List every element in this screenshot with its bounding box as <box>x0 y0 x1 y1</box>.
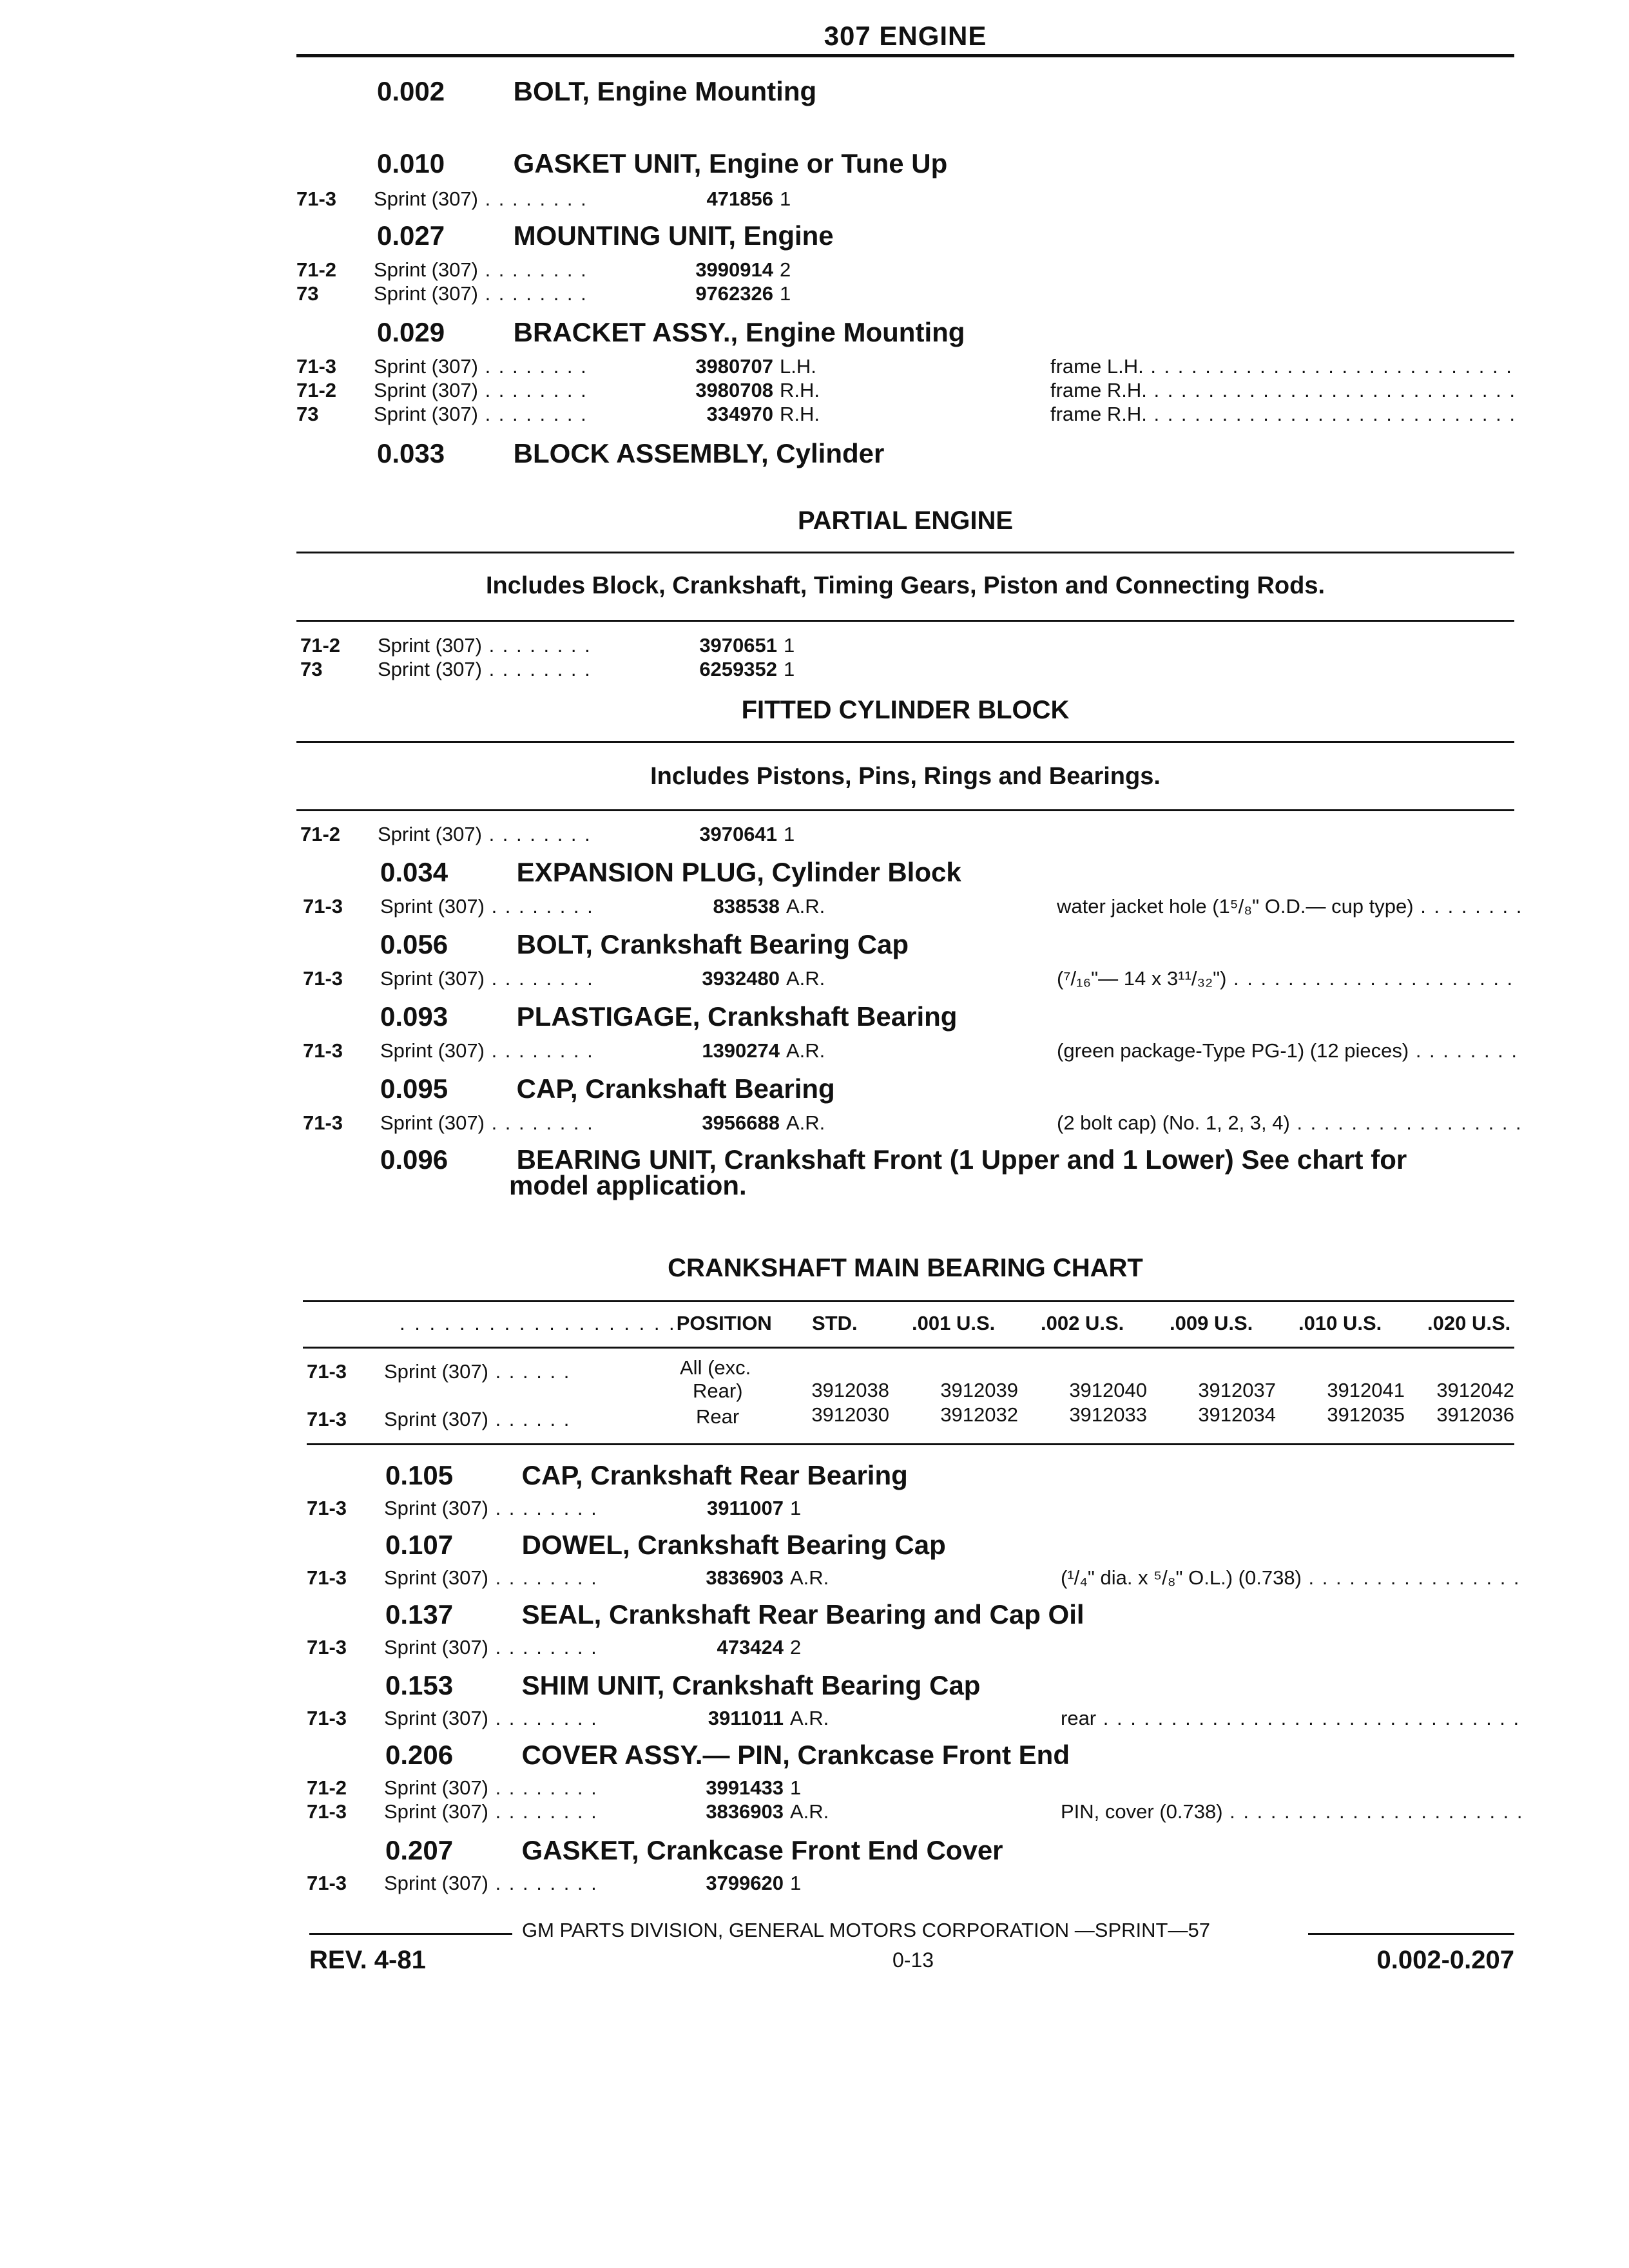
model-name: Sprint (307) . . . <box>384 1407 577 1432</box>
item-description: EXPANSION PLUG, Cylinder Block <box>516 857 961 887</box>
item-heading <box>385 1835 1003 1866</box>
part-note: frame R.H. . . . <box>1050 378 1514 403</box>
quantity: 2 <box>790 1636 802 1658</box>
quantity: 1 <box>790 1872 802 1894</box>
item-number: 0.033 <box>377 438 445 468</box>
item-heading <box>377 220 834 251</box>
part-note: (2 bolt cap) (No. 1, 2, 3, 4) . . . <box>1057 1111 1521 1135</box>
chart-cell: 3912033 <box>1069 1403 1147 1426</box>
part-note: PIN, cover (0.738) . . . <box>1061 1800 1525 1824</box>
page-number: 0-13 <box>892 1948 934 1972</box>
footer-publisher: GM PARTS DIVISION, GENERAL MOTORS CORPORATION —SPRINT—57 <box>522 1919 1210 1941</box>
part-number: 6259352 <box>699 658 777 680</box>
model-name: Sprint (307) . . . <box>374 187 593 211</box>
item-heading <box>380 857 961 888</box>
chart-cell: 3912037 <box>1198 1379 1276 1401</box>
item-number: 0.002 <box>377 76 445 106</box>
part-note: (¹/₄" dia. x ⁵/₈" O.L.) (0.738) . . . <box>1061 1566 1525 1590</box>
item-description-cont: model application. <box>509 1170 747 1200</box>
model-name: Sprint (307) . . . <box>384 1360 577 1384</box>
footer-rule-left <box>309 1933 512 1935</box>
part-number: 1390274 <box>702 1039 780 1062</box>
page-title: 307 ENGINE <box>824 21 987 51</box>
part-number: 3836903 <box>706 1800 784 1823</box>
item-description: SHIM UNIT, Crankshaft Bearing Cap <box>521 1670 981 1700</box>
item-heading <box>377 317 965 348</box>
model-year: 71-3 <box>307 1636 347 1658</box>
section-title-partial: PARTIAL ENGINE <box>797 506 1014 535</box>
model-year: 73 <box>296 282 319 305</box>
revision-label: REV. 4-81 <box>309 1946 426 1974</box>
chart-cell: 3912042 <box>1436 1379 1514 1401</box>
section-rule <box>296 620 1514 622</box>
footer-rule-right <box>1308 1933 1514 1935</box>
model-name: Sprint (307) . . . <box>378 657 597 682</box>
part-number: 3980708 <box>695 379 773 401</box>
chart-cell: 3912039 <box>940 1379 1018 1401</box>
item-number: 0.096 <box>380 1144 448 1175</box>
part-number: 3980707 <box>695 355 773 378</box>
chart-title: CRANKSHAFT MAIN BEARING CHART <box>668 1254 1143 1282</box>
section-rule <box>296 741 1514 743</box>
item-heading <box>380 1001 957 1032</box>
section-subtitle-fitted: Includes Pistons, Pins, Rings and Bearings. <box>650 763 1161 790</box>
model-name: Sprint (307) . . . <box>374 402 593 427</box>
model-year: 71-3 <box>303 1111 343 1134</box>
item-heading <box>377 148 947 179</box>
item-number: 0.056 <box>380 929 448 959</box>
quantity: 1 <box>790 1497 802 1519</box>
chart-cell: 3912032 <box>940 1403 1018 1426</box>
part-number: 3911007 <box>707 1497 784 1519</box>
model-name: Sprint (307) . . . <box>378 822 597 847</box>
item-number: 0.095 <box>380 1073 448 1104</box>
chart-rule-mid <box>303 1347 1514 1349</box>
chart-header-009: .009 U.S. <box>1170 1312 1253 1334</box>
chart-header-std: STD. <box>812 1312 858 1334</box>
item-number: 0.027 <box>377 220 445 251</box>
item-description: COVER ASSY.— PIN, Crankcase Front End <box>521 1740 1070 1770</box>
quantity: 1 <box>790 1776 802 1799</box>
item-description: BOLT, Engine Mounting <box>513 76 817 106</box>
chart-header-position: . . . . . . . . . . . . . . . . . . .POSITION <box>400 1312 772 1334</box>
chart-cell: 3912040 <box>1069 1379 1147 1401</box>
model-name: Sprint (307) . . . <box>378 633 597 658</box>
model-year: 71-3 <box>307 1872 347 1894</box>
chart-rule-bottom <box>307 1443 1514 1445</box>
item-number: 0.153 <box>385 1670 454 1700</box>
model-name: Sprint (307) . . . <box>384 1635 603 1660</box>
item-number: 0.207 <box>385 1835 454 1865</box>
model-name: Sprint (307) . . . <box>384 1566 603 1590</box>
item-number: 0.034 <box>380 857 448 887</box>
quantity: 1 <box>784 634 795 657</box>
part-number: 473424 <box>717 1636 784 1658</box>
part-number: 3970641 <box>699 823 777 845</box>
model-year: 71-3 <box>303 967 343 990</box>
item-description: BLOCK ASSEMBLY, Cylinder <box>513 438 885 468</box>
item-number: 0.105 <box>385 1460 454 1490</box>
model-name: Sprint (307) . . . <box>374 258 593 282</box>
chart-position: Rear) <box>693 1379 743 1402</box>
model-name: Sprint (307) . . . <box>384 1706 603 1731</box>
chart-cell: 3912036 <box>1436 1403 1514 1426</box>
chart-header-001: .001 U.S. <box>912 1312 996 1334</box>
quantity: A.R. <box>790 1800 829 1823</box>
item-number: 0.029 <box>377 317 445 347</box>
chart-header-020: .020 U.S. <box>1427 1312 1511 1334</box>
model-name: Sprint (307) . . . <box>380 894 599 919</box>
part-number: 3911011 <box>708 1707 784 1729</box>
item-heading <box>380 929 909 960</box>
chart-cell: 3912035 <box>1327 1403 1405 1426</box>
model-name: Sprint (307) . . . <box>380 1039 599 1063</box>
section-rule <box>296 552 1514 553</box>
page-header <box>296 21 1514 52</box>
item-description: BRACKET ASSY., Engine Mounting <box>513 317 965 347</box>
item-heading <box>377 76 816 107</box>
part-number: 3970651 <box>699 634 777 657</box>
quantity: A.R. <box>790 1707 829 1729</box>
section-rule <box>296 809 1514 811</box>
chart-position: All (exc. <box>680 1356 751 1379</box>
quantity: L.H. <box>780 355 816 378</box>
model-year: 73 <box>300 658 323 680</box>
header-rule <box>296 54 1514 57</box>
model-name: Sprint (307) . . . <box>374 378 593 403</box>
part-number: 9762326 <box>695 282 773 305</box>
chart-rule-top <box>303 1300 1514 1302</box>
model-name: Sprint (307) . . . <box>384 1800 603 1824</box>
chart-header-002: .002 U.S. <box>1041 1312 1124 1334</box>
model-year: 73 <box>296 403 319 425</box>
model-year: 71-3 <box>307 1497 347 1519</box>
part-note: rear . . . <box>1061 1706 1525 1731</box>
section-title-fitted: FITTED CYLINDER BLOCK <box>741 696 1070 724</box>
model-name: Sprint (307) . . . <box>380 966 599 991</box>
item-description: DOWEL, Crankshaft Bearing Cap <box>521 1530 946 1560</box>
model-year: 71-3 <box>307 1360 347 1383</box>
part-number: 471856 <box>706 187 773 210</box>
quantity: 1 <box>780 282 791 305</box>
item-heading <box>385 1530 946 1561</box>
model-name: Sprint (307) . . . <box>384 1776 603 1800</box>
chart-header-label: POSITION <box>676 1312 772 1334</box>
chart-cell: 3912041 <box>1327 1379 1405 1401</box>
item-description: PLASTIGAGE, Crankshaft Bearing <box>516 1001 958 1032</box>
item-number: 0.137 <box>385 1599 454 1629</box>
part-number: 3799620 <box>706 1872 784 1894</box>
model-year: 71-2 <box>300 634 341 657</box>
model-year: 71-3 <box>296 355 337 378</box>
part-note: frame R.H. . . . <box>1050 402 1514 427</box>
quantity: R.H. <box>780 379 820 401</box>
page-range: 0.002-0.207 <box>1376 1946 1514 1974</box>
chart-header-010: .010 U.S. <box>1298 1312 1382 1334</box>
item-number: 0.093 <box>380 1001 448 1032</box>
part-note: water jacket hole (1⁵/₈" O.D.— cup type) . . . <box>1057 894 1521 919</box>
quantity: A.R. <box>786 1111 825 1134</box>
item-heading <box>377 438 884 469</box>
model-name: Sprint (307) . . . <box>384 1496 603 1521</box>
part-number: 3956688 <box>702 1111 780 1134</box>
part-number: 3991433 <box>706 1776 784 1799</box>
item-number: 0.010 <box>377 148 445 178</box>
quantity: A.R. <box>790 1566 829 1589</box>
part-number: 3990914 <box>695 258 773 281</box>
model-year: 71-3 <box>307 1707 347 1729</box>
quantity: A.R. <box>786 967 825 990</box>
model-year: 71-2 <box>300 823 341 845</box>
chart-cell: 3912034 <box>1198 1403 1276 1426</box>
quantity: 1 <box>784 823 795 845</box>
part-note: frame L.H. . . . <box>1050 354 1514 379</box>
item-heading <box>385 1599 1084 1630</box>
part-note: (⁷/₁₆"— 14 x 3¹¹/₃₂") . . . <box>1057 966 1521 991</box>
model-year: 71-2 <box>296 379 337 401</box>
section-subtitle-partial: Includes Block, Crankshaft, Timing Gears, Piston and Connecting Rods. <box>485 572 1325 599</box>
model-year: 71-3 <box>307 1800 347 1823</box>
item-heading <box>385 1740 1070 1771</box>
item-heading <box>380 1144 1407 1200</box>
model-year: 71-3 <box>303 1039 343 1062</box>
model-year: 71-3 <box>307 1566 347 1589</box>
item-description: SEAL, Crankshaft Rear Bearing and Cap Oil <box>521 1599 1084 1629</box>
model-year: 71-3 <box>296 187 337 210</box>
model-name: Sprint (307) . . . <box>380 1111 599 1135</box>
chart-position: Rear <box>696 1405 740 1428</box>
part-number: 3932480 <box>702 967 780 990</box>
item-description: BOLT, Crankshaft Bearing Cap <box>516 929 909 959</box>
model-year: 71-3 <box>307 1408 347 1430</box>
part-number: 838538 <box>713 895 780 918</box>
item-description: CAP, Crankshaft Bearing <box>516 1073 835 1104</box>
quantity: 1 <box>780 187 791 210</box>
chart-cell: 3912030 <box>811 1403 889 1426</box>
item-number: 0.107 <box>385 1530 454 1560</box>
model-year: 71-2 <box>307 1776 347 1799</box>
quantity: 1 <box>784 658 795 680</box>
item-description: CAP, Crankshaft Rear Bearing <box>521 1460 908 1490</box>
part-number: 334970 <box>706 403 773 425</box>
quantity: A.R. <box>786 895 825 918</box>
item-heading <box>380 1073 835 1104</box>
model-name: Sprint (307) . . . <box>374 282 593 306</box>
quantity: 2 <box>780 258 791 281</box>
quantity: R.H. <box>780 403 820 425</box>
item-description: MOUNTING UNIT, Engine <box>513 220 834 251</box>
model-name: Sprint (307) . . . <box>384 1871 603 1896</box>
item-description: GASKET, Crankcase Front End Cover <box>521 1835 1003 1865</box>
chart-cell: 3912038 <box>811 1379 889 1401</box>
item-heading <box>385 1670 980 1701</box>
item-heading <box>385 1460 908 1491</box>
quantity: A.R. <box>786 1039 825 1062</box>
model-name: Sprint (307) . . . <box>374 354 593 379</box>
part-number: 3836903 <box>706 1566 784 1589</box>
item-description: GASKET UNIT, Engine or Tune Up <box>513 148 948 178</box>
model-year: 71-2 <box>296 258 337 281</box>
item-description: BEARING UNIT, Crankshaft Front (1 Upper and 1 Lower) See chart for <box>516 1144 1407 1175</box>
item-number: 0.206 <box>385 1740 454 1770</box>
model-year: 71-3 <box>303 895 343 918</box>
part-note: (green package-Type PG-1) (12 pieces) . . . <box>1057 1039 1521 1063</box>
